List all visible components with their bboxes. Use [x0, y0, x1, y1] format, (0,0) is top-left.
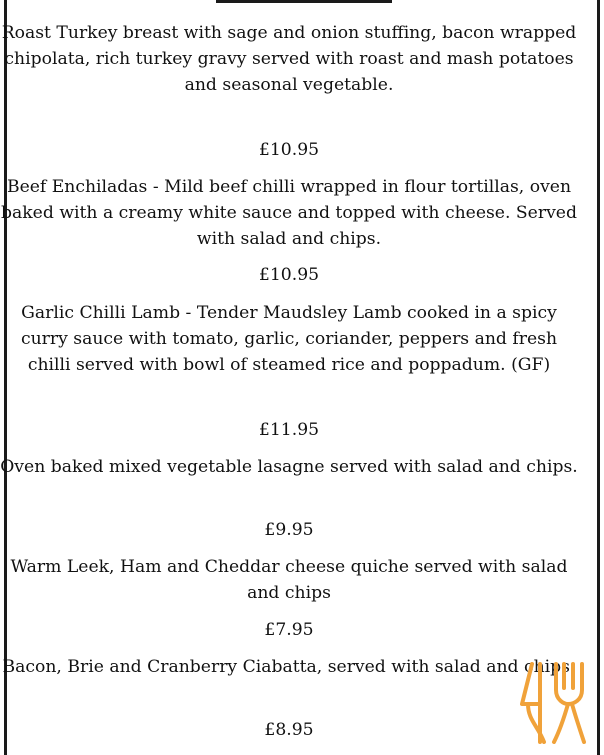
menu-item-price: £8.95: [264, 720, 314, 740]
menu-item-description: Oven baked mixed vegetable lasagne served with salad and chips.: [0, 457, 578, 477]
menu-item-price: £10.95: [258, 140, 320, 160]
menu-item-description: Beef Enchiladas - Mild beef chilli wrapped in flour tortillas, oven baked with a creamy white sauce and topped with cheese. Served with salad and chips.: [1, 177, 577, 249]
menu-item-price: £7.95: [264, 620, 314, 640]
title-underline: [216, 0, 392, 3]
fork-knife-icon: [516, 660, 588, 744]
menu-item-description: Roast Turkey breast with sage and onion stuffing, bacon wrapped chipolata, rich turkey gravy served with roast and mash potatoes and seasonal vegetable.: [1, 23, 577, 95]
menu-item-price: £11.95: [258, 420, 320, 440]
menu-item-description: Garlic Chilli Lamb - Tender Maudsley Lamb cooked in a spicy curry sauce with tomato, garlic, coriander, peppers and fresh chilli served with bowl of steamed rice and poppadum. (GF): [20, 303, 558, 375]
menu-item-price: £9.95: [264, 520, 314, 540]
menu-item-description: Bacon, Brie and Cranberry Ciabatta, served with salad and chips.: [2, 657, 576, 677]
menu-item-price: £10.95: [258, 265, 320, 285]
menu-item-description: Warm Leek, Ham and Cheddar cheese quiche served with salad and chips: [10, 557, 568, 603]
